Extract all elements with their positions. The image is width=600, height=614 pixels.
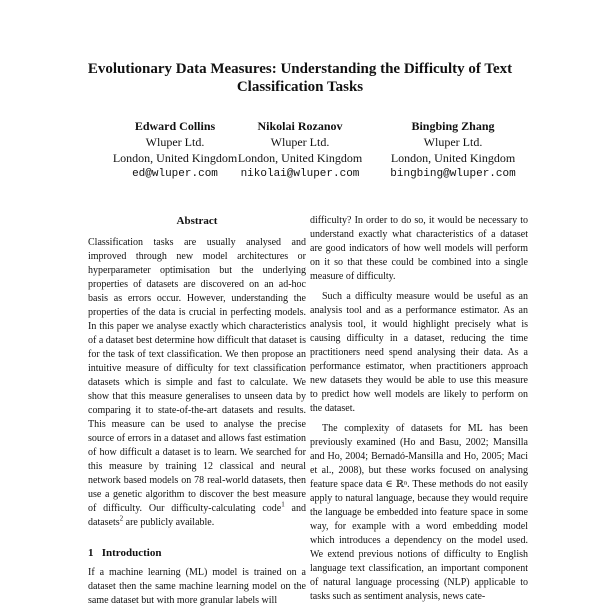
footnote-marker-2: 2 — [119, 514, 124, 523]
author-block-2 — [215, 118, 385, 182]
author-name: Bingbing Zhang — [411, 119, 495, 133]
author-affiliation: Wluper Ltd. — [270, 135, 330, 149]
paragraph-3: The complexity of datasets for ML has been previously examined (Ho and Basu, 2002; Mansilla and Ho, 2004; Bernadó-Mansilla and Ho, 2005; Maci et al., 2008), but these works focused on analysing feature space data ∈ ℝⁿ. These methods do not easily apply to natural language, because they would require the language be embedded into feature space in some way, for example with a word embedding model which introduces a dependency on the model used. We extend previous notions of difficulty to English language text classification, an important component of natural language processing (NLP) applicable to tasks such as sentiment analysis, news cate- — [310, 423, 528, 602]
author-affiliation: Wluper Ltd. — [145, 135, 205, 149]
abstract-text — [88, 236, 306, 530]
right-column — [310, 214, 528, 610]
author-email: nikolai@wluper.com — [240, 168, 360, 180]
abstract-heading: Abstract — [176, 215, 218, 227]
author-location: London, United Kingdom — [390, 151, 516, 165]
abstract-end: are publicly available. — [123, 517, 215, 528]
author-location: London, United Kingdom — [112, 151, 238, 165]
paragraph-2: Such a difficulty measure would be useful as an analysis tool and as a performance estimator. As an analysis tool, it would highlight precisely what is causing difficulty in a dataset, reducing the time practitioners need spend analysing their data. As a performance estimator, when practitioners approach new datasets they would be able to use this measure to predict how well models are likely to perform on the dataset. — [310, 291, 528, 414]
paper-title: Evolutionary Data Measures: Understanding the Difficulty of Text Classification Tasks — [87, 61, 513, 95]
author-email: ed@wluper.com — [132, 168, 218, 180]
section-heading-introduction — [88, 546, 306, 560]
section-title: Introduction — [101, 547, 162, 559]
paragraph-1: difficulty? In order to do so, it would be necessary to understand exactly what characteristics of a dataset are good indicators of how well models will perform on it so that these could be combined into a single measure of difficulty. — [310, 215, 528, 282]
author-block-3 — [368, 118, 538, 182]
author-name: Nikolai Rozanov — [257, 119, 343, 133]
footnote-marker-1: 1 — [281, 500, 285, 509]
author-name: Edward Collins — [134, 119, 216, 133]
abstract-main: Classification tasks are usually analysed and improved through new model architectures or hyperparameter optimisation but the underlying properties of datasets are discovered on an ad-hoc basis as errors occur. However, understanding the properties of the data is crucial in perfecting models. In this paper we analyse exactly which characteristics of a dataset best determine how difficult that dataset is for the task of text classification. We then propose an intuitive measure of difficulty for text classification datasets which is simple and fast to calculate. We show that this measure generalises to unseen data by comparing it to state-of-the-art datasets and results. This measure can be used to analyse the precise source of errors in a dataset and allows fast estimation of how difficult a dataset is to learn. We searched for this measure by training 12 classical and neural network based models on 78 real-world datasets, then use a genetic algorithm to discover the best measure of difficulty. Our difficulty-calculating code — [88, 237, 306, 514]
section-number: 1 — [88, 547, 94, 559]
author-email: bingbing@wluper.com — [390, 168, 516, 180]
author-location: London, United Kingdom — [237, 151, 363, 165]
left-column — [88, 214, 306, 614]
author-affiliation: Wluper Ltd. — [423, 135, 483, 149]
abstract-mid: and datasets — [88, 503, 306, 528]
introduction-paragraph: If a machine learning (ML) model is trained on a dataset then the same machine learning model on the same dataset but with more granular labels will — [88, 567, 306, 606]
